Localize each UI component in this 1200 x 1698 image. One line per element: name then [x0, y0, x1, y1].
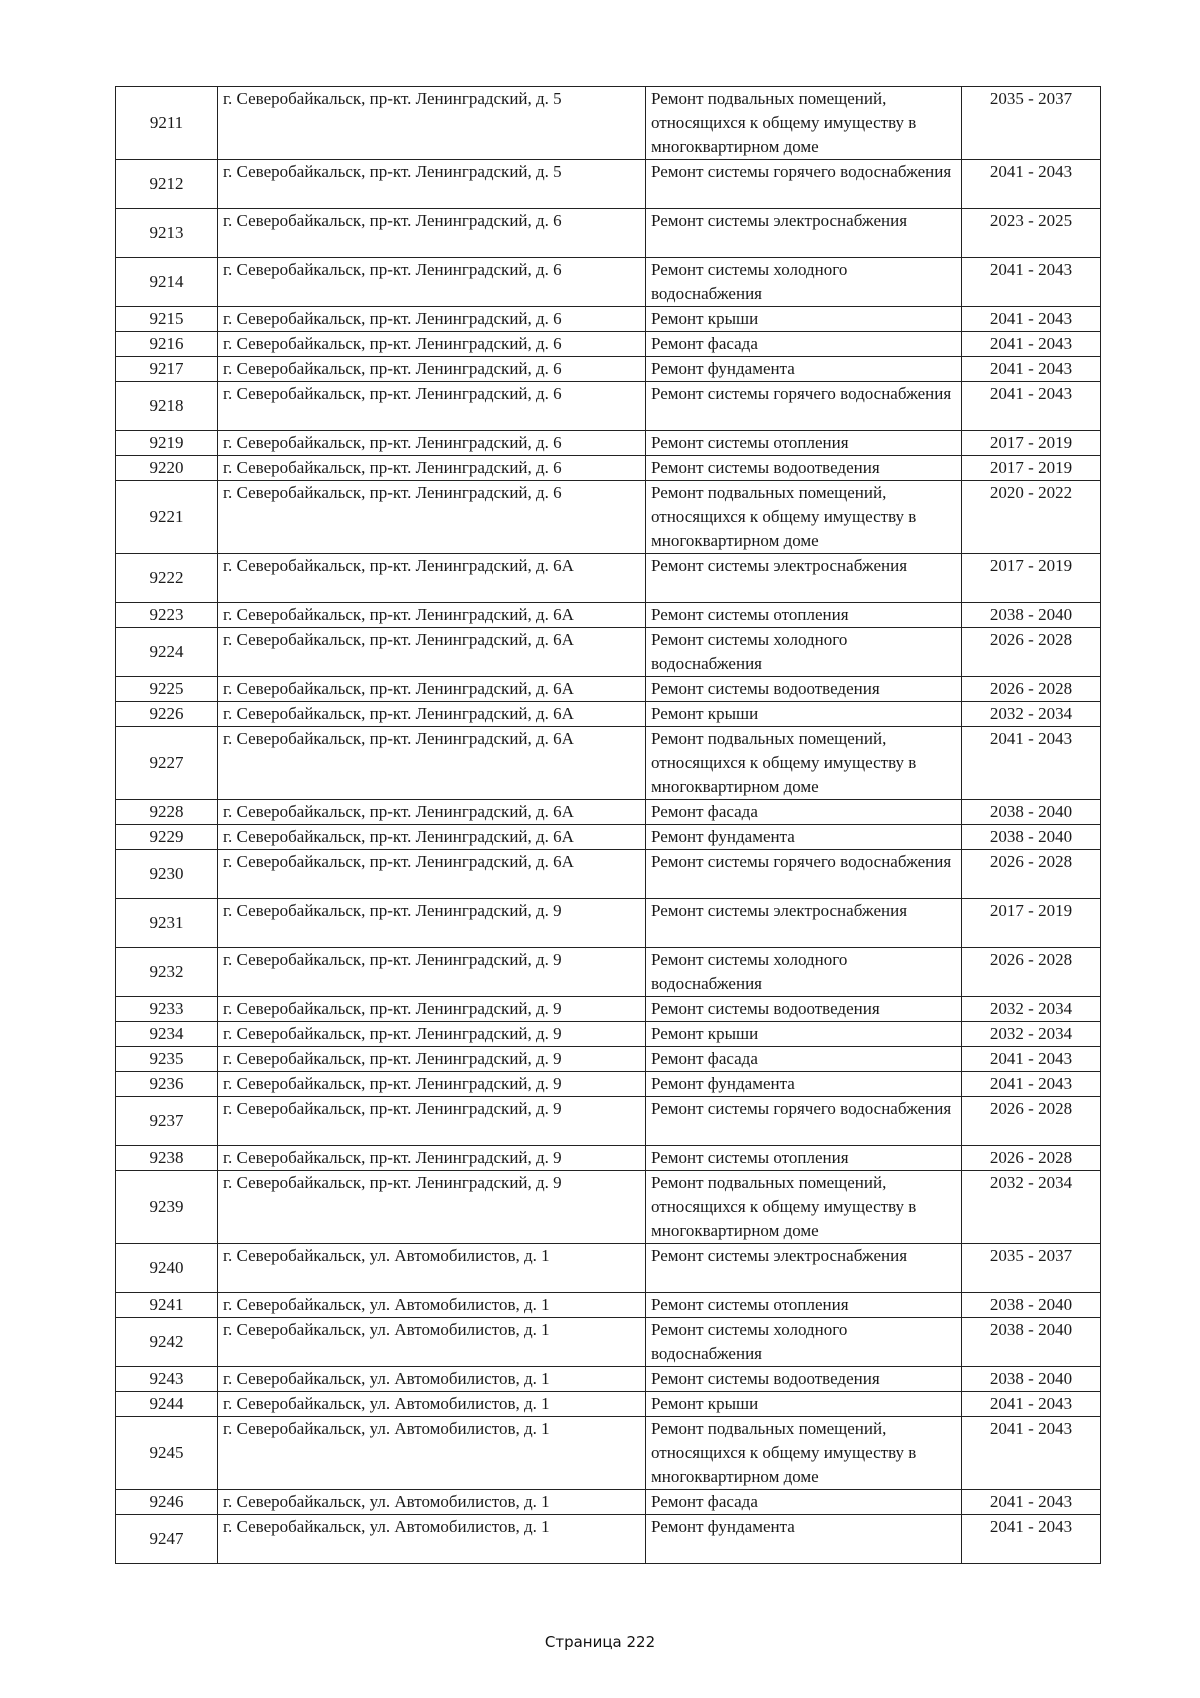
address-cell: г. Северобайкальск, ул. Автомобилистов, д. 1 [218, 1367, 646, 1392]
work-type-cell: Ремонт крыши [646, 702, 962, 727]
address-cell: г. Северобайкальск, пр-кт. Ленинградский, д. 6 [218, 209, 646, 258]
work-type-cell: Ремонт подвальных помещений, относящихся к общему имуществу в многоквартирном доме [646, 1171, 962, 1244]
table-row [116, 1146, 1101, 1171]
table-row [116, 677, 1101, 702]
table-row [116, 1490, 1101, 1515]
work-type-cell: Ремонт фундамента [646, 825, 962, 850]
address-cell: г. Северобайкальск, пр-кт. Ленинградский, д. 6А [218, 850, 646, 899]
table-row [116, 603, 1101, 628]
row-number-cell: 9220 [116, 456, 218, 481]
period-cell: 2032 - 2034 [962, 1171, 1101, 1244]
row-number-cell: 9228 [116, 800, 218, 825]
period-cell: 2038 - 2040 [962, 603, 1101, 628]
table-row [116, 997, 1101, 1022]
period-cell: 2026 - 2028 [962, 850, 1101, 899]
row-number-cell: 9247 [116, 1515, 218, 1564]
table-row [116, 948, 1101, 997]
work-type-cell: Ремонт системы отопления [646, 1146, 962, 1171]
table-row [116, 1072, 1101, 1097]
table-row [116, 209, 1101, 258]
period-cell: 2041 - 2043 [962, 1515, 1101, 1564]
address-cell: г. Северобайкальск, пр-кт. Ленинградский, д. 6А [218, 702, 646, 727]
period-cell: 2026 - 2028 [962, 628, 1101, 677]
table-row [116, 357, 1101, 382]
work-type-cell: Ремонт подвальных помещений, относящихся к общему имуществу в многоквартирном доме [646, 481, 962, 554]
address-cell: г. Северобайкальск, пр-кт. Ленинградский, д. 6А [218, 727, 646, 800]
table-row [116, 307, 1101, 332]
period-cell: 2038 - 2040 [962, 800, 1101, 825]
work-type-cell: Ремонт системы отопления [646, 1293, 962, 1318]
address-cell: г. Северобайкальск, пр-кт. Ленинградский, д. 9 [218, 1171, 646, 1244]
row-number-cell: 9232 [116, 948, 218, 997]
address-cell: г. Северобайкальск, ул. Автомобилистов, д. 1 [218, 1318, 646, 1367]
row-number-cell: 9221 [116, 481, 218, 554]
period-cell: 2041 - 2043 [962, 727, 1101, 800]
table-body [116, 87, 1101, 1564]
table-row [116, 1047, 1101, 1072]
table-row [116, 1367, 1101, 1392]
row-number-cell: 9212 [116, 160, 218, 209]
work-type-cell: Ремонт фасада [646, 1047, 962, 1072]
repair-schedule-table [115, 86, 1101, 1564]
work-type-cell: Ремонт системы электроснабжения [646, 554, 962, 603]
row-number-cell: 9240 [116, 1244, 218, 1293]
row-number-cell: 9246 [116, 1490, 218, 1515]
period-cell: 2026 - 2028 [962, 1146, 1101, 1171]
work-type-cell: Ремонт системы горячего водоснабжения [646, 160, 962, 209]
period-cell: 2032 - 2034 [962, 702, 1101, 727]
table-row [116, 702, 1101, 727]
period-cell: 2041 - 2043 [962, 160, 1101, 209]
address-cell: г. Северобайкальск, пр-кт. Ленинградский, д. 6 [218, 258, 646, 307]
period-cell: 2041 - 2043 [962, 1072, 1101, 1097]
row-number-cell: 9239 [116, 1171, 218, 1244]
table-row [116, 431, 1101, 456]
address-cell: г. Северобайкальск, пр-кт. Ленинградский, д. 6А [218, 603, 646, 628]
work-type-cell: Ремонт крыши [646, 1392, 962, 1417]
row-number-cell: 9224 [116, 628, 218, 677]
row-number-cell: 9230 [116, 850, 218, 899]
row-number-cell: 9223 [116, 603, 218, 628]
address-cell: г. Северобайкальск, ул. Автомобилистов, д. 1 [218, 1490, 646, 1515]
address-cell: г. Северобайкальск, пр-кт. Ленинградский, д. 6 [218, 481, 646, 554]
period-cell: 2032 - 2034 [962, 997, 1101, 1022]
period-cell: 2041 - 2043 [962, 382, 1101, 431]
work-type-cell: Ремонт фундамента [646, 357, 962, 382]
work-type-cell: Ремонт системы холодного водоснабжения [646, 628, 962, 677]
period-cell: 2035 - 2037 [962, 87, 1101, 160]
address-cell: г. Северобайкальск, ул. Автомобилистов, д. 1 [218, 1244, 646, 1293]
work-type-cell: Ремонт системы электроснабжения [646, 899, 962, 948]
table-row [116, 1293, 1101, 1318]
address-cell: г. Северобайкальск, пр-кт. Ленинградский, д. 6А [218, 554, 646, 603]
row-number-cell: 9237 [116, 1097, 218, 1146]
work-type-cell: Ремонт системы отопления [646, 603, 962, 628]
work-type-cell: Ремонт системы водоотведения [646, 1367, 962, 1392]
address-cell: г. Северобайкальск, пр-кт. Ленинградский, д. 9 [218, 1146, 646, 1171]
table-row [116, 87, 1101, 160]
table-row [116, 825, 1101, 850]
address-cell: г. Северобайкальск, пр-кт. Ленинградский, д. 6А [218, 628, 646, 677]
work-type-cell: Ремонт подвальных помещений, относящихся к общему имуществу в многоквартирном доме [646, 727, 962, 800]
row-number-cell: 9211 [116, 87, 218, 160]
table-row [116, 1022, 1101, 1047]
address-cell: г. Северобайкальск, пр-кт. Ленинградский, д. 6 [218, 456, 646, 481]
row-number-cell: 9217 [116, 357, 218, 382]
row-number-cell: 9227 [116, 727, 218, 800]
period-cell: 2038 - 2040 [962, 1367, 1101, 1392]
work-type-cell: Ремонт крыши [646, 1022, 962, 1047]
address-cell: г. Северобайкальск, пр-кт. Ленинградский, д. 6А [218, 677, 646, 702]
address-cell: г. Северобайкальск, ул. Автомобилистов, д. 1 [218, 1417, 646, 1490]
address-cell: г. Северобайкальск, пр-кт. Ленинградский, д. 6 [218, 357, 646, 382]
row-number-cell: 9219 [116, 431, 218, 456]
table-row [116, 382, 1101, 431]
row-number-cell: 9235 [116, 1047, 218, 1072]
address-cell: г. Северобайкальск, пр-кт. Ленинградский, д. 6А [218, 800, 646, 825]
period-cell: 2041 - 2043 [962, 332, 1101, 357]
period-cell: 2041 - 2043 [962, 1392, 1101, 1417]
row-number-cell: 9216 [116, 332, 218, 357]
period-cell: 2041 - 2043 [962, 307, 1101, 332]
address-cell: г. Северобайкальск, ул. Автомобилистов, д. 1 [218, 1293, 646, 1318]
period-cell: 2038 - 2040 [962, 1318, 1101, 1367]
work-type-cell: Ремонт системы холодного водоснабжения [646, 258, 962, 307]
period-cell: 2041 - 2043 [962, 1047, 1101, 1072]
address-cell: г. Северобайкальск, пр-кт. Ленинградский, д. 9 [218, 1097, 646, 1146]
address-cell: г. Северобайкальск, пр-кт. Ленинградский, д. 6 [218, 307, 646, 332]
work-type-cell: Ремонт системы холодного водоснабжения [646, 1318, 962, 1367]
work-type-cell: Ремонт фасада [646, 1490, 962, 1515]
row-number-cell: 9218 [116, 382, 218, 431]
table-row [116, 1171, 1101, 1244]
period-cell: 2026 - 2028 [962, 1097, 1101, 1146]
address-cell: г. Северобайкальск, пр-кт. Ленинградский, д. 9 [218, 997, 646, 1022]
row-number-cell: 9234 [116, 1022, 218, 1047]
work-type-cell: Ремонт системы горячего водоснабжения [646, 1097, 962, 1146]
row-number-cell: 9236 [116, 1072, 218, 1097]
table-row [116, 899, 1101, 948]
row-number-cell: 9244 [116, 1392, 218, 1417]
work-type-cell: Ремонт фундамента [646, 1072, 962, 1097]
period-cell: 2020 - 2022 [962, 481, 1101, 554]
work-type-cell: Ремонт системы электроснабжения [646, 209, 962, 258]
period-cell: 2032 - 2034 [962, 1022, 1101, 1047]
period-cell: 2026 - 2028 [962, 677, 1101, 702]
period-cell: 2038 - 2040 [962, 825, 1101, 850]
work-type-cell: Ремонт системы водоотведения [646, 456, 962, 481]
work-type-cell: Ремонт системы электроснабжения [646, 1244, 962, 1293]
work-type-cell: Ремонт системы горячего водоснабжения [646, 850, 962, 899]
work-type-cell: Ремонт крыши [646, 307, 962, 332]
row-number-cell: 9222 [116, 554, 218, 603]
address-cell: г. Северобайкальск, ул. Автомобилистов, д. 1 [218, 1392, 646, 1417]
row-number-cell: 9243 [116, 1367, 218, 1392]
row-number-cell: 9245 [116, 1417, 218, 1490]
table-row [116, 481, 1101, 554]
address-cell: г. Северобайкальск, пр-кт. Ленинградский, д. 9 [218, 1047, 646, 1072]
address-cell: г. Северобайкальск, пр-кт. Ленинградский, д. 6 [218, 382, 646, 431]
table-row [116, 727, 1101, 800]
work-type-cell: Ремонт подвальных помещений, относящихся к общему имуществу в многоквартирном доме [646, 87, 962, 160]
row-number-cell: 9231 [116, 899, 218, 948]
table-row [116, 628, 1101, 677]
row-number-cell: 9215 [116, 307, 218, 332]
row-number-cell: 9229 [116, 825, 218, 850]
row-number-cell: 9213 [116, 209, 218, 258]
table-row [116, 1392, 1101, 1417]
table-row [116, 1244, 1101, 1293]
table-row [116, 1097, 1101, 1146]
period-cell: 2035 - 2037 [962, 1244, 1101, 1293]
table-row [116, 456, 1101, 481]
work-type-cell: Ремонт фасада [646, 800, 962, 825]
work-type-cell: Ремонт системы водоотведения [646, 677, 962, 702]
table-row [116, 332, 1101, 357]
address-cell: г. Северобайкальск, пр-кт. Ленинградский, д. 5 [218, 160, 646, 209]
period-cell: 2017 - 2019 [962, 456, 1101, 481]
row-number-cell: 9214 [116, 258, 218, 307]
period-cell: 2041 - 2043 [962, 357, 1101, 382]
page-number: Страница 222 [544, 1633, 656, 1651]
address-cell: г. Северобайкальск, пр-кт. Ленинградский, д. 9 [218, 948, 646, 997]
work-type-cell: Ремонт подвальных помещений, относящихся к общему имуществу в многоквартирном доме [646, 1417, 962, 1490]
row-number-cell: 9238 [116, 1146, 218, 1171]
period-cell: 2041 - 2043 [962, 1417, 1101, 1490]
table-row [116, 800, 1101, 825]
period-cell: 2023 - 2025 [962, 209, 1101, 258]
table-row [116, 1515, 1101, 1564]
period-cell: 2038 - 2040 [962, 1293, 1101, 1318]
period-cell: 2041 - 2043 [962, 1490, 1101, 1515]
address-cell: г. Северобайкальск, ул. Автомобилистов, д. 1 [218, 1515, 646, 1564]
row-number-cell: 9225 [116, 677, 218, 702]
work-type-cell: Ремонт фасада [646, 332, 962, 357]
row-number-cell: 9241 [116, 1293, 218, 1318]
address-cell: г. Северобайкальск, пр-кт. Ленинградский, д. 5 [218, 87, 646, 160]
table-row [116, 554, 1101, 603]
address-cell: г. Северобайкальск, пр-кт. Ленинградский, д. 9 [218, 899, 646, 948]
table-row [116, 850, 1101, 899]
work-type-cell: Ремонт системы холодного водоснабжения [646, 948, 962, 997]
period-cell: 2017 - 2019 [962, 431, 1101, 456]
row-number-cell: 9233 [116, 997, 218, 1022]
period-cell: 2017 - 2019 [962, 899, 1101, 948]
address-cell: г. Северобайкальск, пр-кт. Ленинградский, д. 9 [218, 1022, 646, 1047]
work-type-cell: Ремонт системы отопления [646, 431, 962, 456]
table-row [116, 258, 1101, 307]
row-number-cell: 9226 [116, 702, 218, 727]
row-number-cell: 9242 [116, 1318, 218, 1367]
address-cell: г. Северобайкальск, пр-кт. Ленинградский, д. 9 [218, 1072, 646, 1097]
work-type-cell: Ремонт фундамента [646, 1515, 962, 1564]
period-cell: 2017 - 2019 [962, 554, 1101, 603]
period-cell: 2041 - 2043 [962, 258, 1101, 307]
address-cell: г. Северобайкальск, пр-кт. Ленинградский, д. 6 [218, 431, 646, 456]
period-cell: 2026 - 2028 [962, 948, 1101, 997]
work-type-cell: Ремонт системы горячего водоснабжения [646, 382, 962, 431]
table-row [116, 1318, 1101, 1367]
address-cell: г. Северобайкальск, пр-кт. Ленинградский, д. 6 [218, 332, 646, 357]
address-cell: г. Северобайкальск, пр-кт. Ленинградский, д. 6А [218, 825, 646, 850]
table-row [116, 1417, 1101, 1490]
table-row [116, 160, 1101, 209]
work-type-cell: Ремонт системы водоотведения [646, 997, 962, 1022]
